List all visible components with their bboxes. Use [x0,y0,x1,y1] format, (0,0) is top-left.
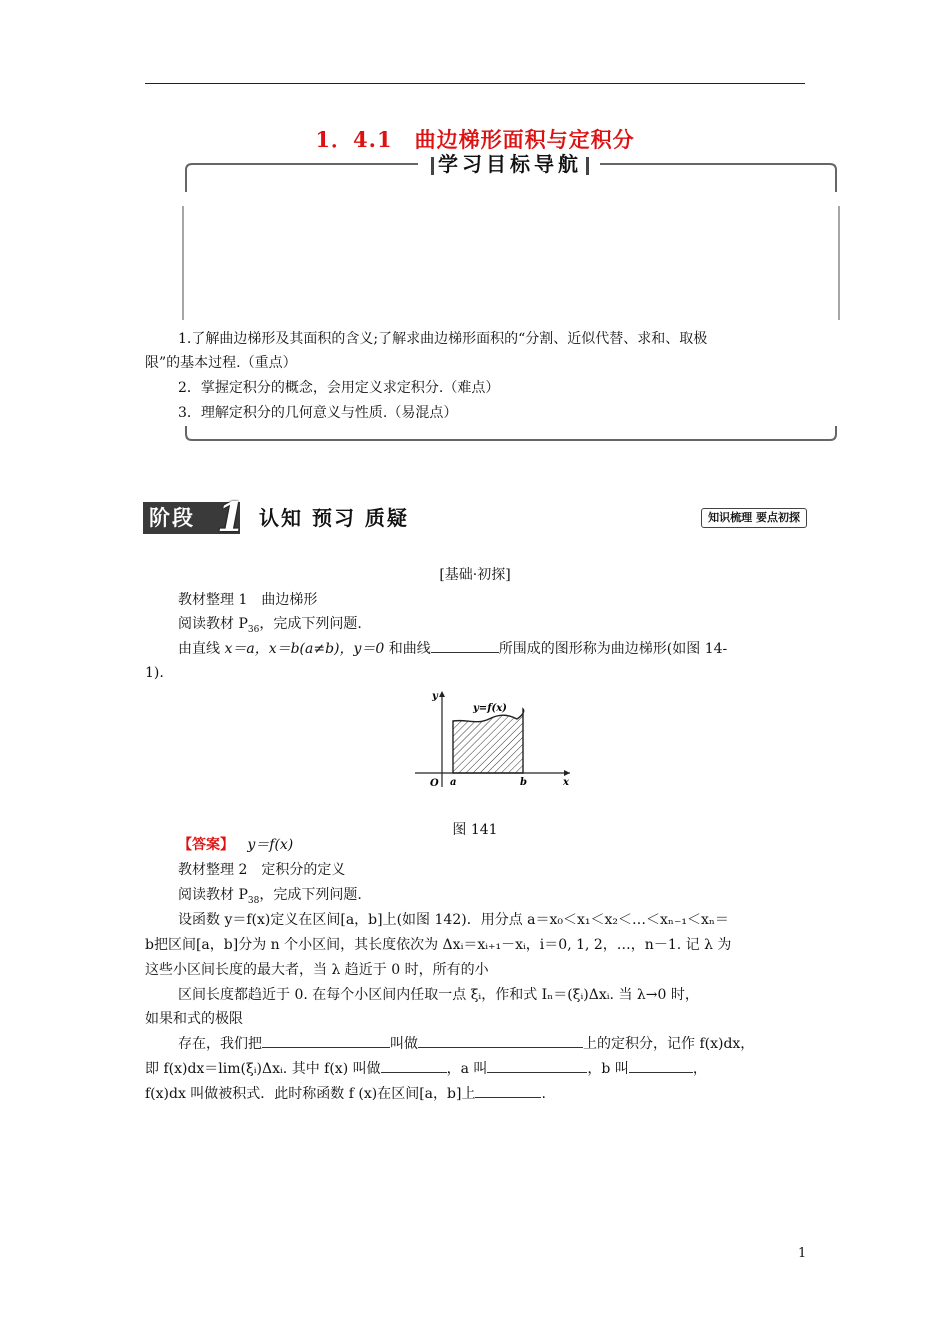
blank-integrand[interactable] [381,1058,447,1073]
material2-line3: 这些小区间长度的最大者，当 λ 趋近于 0 时，所有的小 [145,962,489,978]
page-number: 1 [798,1246,807,1261]
def-part-e: 1). [145,665,164,681]
stage-number: 1 [217,494,245,541]
line8-a: f(x)dx 叫做被积式．此时称函数 f (x)在区间[a，b]上 [145,1086,476,1102]
blank-upper-limit[interactable] [629,1058,693,1073]
blank-lower-limit[interactable] [487,1058,587,1073]
material2-line1: 设函数 y＝f(x)定义在区间[a，b]上(如图 142)．用分点 a＝x₀＜x₁＜x₂＜…＜xₙ₋₁＜xₙ＝ [178,912,729,928]
answer-value: y＝f(x) [247,837,294,853]
origin-label: O [430,778,439,789]
curve-label: y=f(x) [473,703,507,714]
objective-1b: 限”的基本过程.（重点） [145,355,297,371]
y-label: y [432,691,438,702]
shaded-region [453,709,524,773]
material1-read-tail: ，完成下列问题. [259,616,362,632]
figure-caption: 图 141 [452,822,498,838]
b-label: b [520,777,527,788]
material2-line6 [178,1032,813,1056]
banner-bar-right [586,157,589,175]
line7-a: 即 f(x)dx＝lim(ξᵢ)Δxᵢ. 其中 f(x) 叫做 [145,1061,381,1077]
material2-line8 [145,1082,813,1106]
x-label: x [563,777,569,788]
material2-heading: 教材整理 2 定积分的定义 [178,862,346,878]
def-part-b: x＝a，x＝b(a≠b)，y＝0 [224,641,385,657]
objective-3: 3．理解定积分的几何意义与性质.（易混点） [178,405,458,421]
material2-line4: 区间长度都趋近于 0. 在每个小区间内任取一点 ξᵢ，作和式 Iₙ＝(ξᵢ)Δxᵢ. 当 λ→0 时， [178,987,699,1003]
banner-bar-left [431,157,434,175]
objectives-banner [420,148,600,174]
line7-c: ，b 叫 [587,1061,629,1077]
def-part-a: 由直线 [178,641,225,657]
line7-b: ，a 叫 [446,1061,488,1077]
stage-tag: 知识梳理 要点初探 [701,508,807,528]
line7-d: ， [692,1061,707,1077]
def-part-c: 和曲线 [384,641,431,657]
line8-b: . [541,1086,546,1102]
material1-read-text: 阅读教材 P [178,616,248,632]
def-part-d: 所围成的图形称为曲边梯形(如图 14- [498,641,728,657]
answer-line [178,833,293,857]
line6-b: 叫做 [390,1036,418,1052]
section-head: [基础·初探] [439,567,511,583]
material2-read-tail: ，完成下列问题. [259,887,362,903]
line6-a: 存在，我们把 [178,1036,262,1052]
a-label: a [450,777,457,788]
material2-read-text: 阅读教材 P [178,887,248,903]
material1-def [178,637,818,661]
material2-read-sub: 38 [247,895,260,906]
stage-title: 认知 预习 质疑 [259,506,409,530]
objective-2: 2．掌握定积分的概念，会用定义求定积分.（难点） [178,380,500,396]
page-title: 1．4.1 曲边梯形面积与定积分 [315,127,635,152]
stage-label: 阶段 [143,502,240,534]
blank-sum-limit[interactable] [262,1033,390,1048]
stage-banner [143,494,813,541]
answer-label: 【答案】 [178,837,234,853]
banner-label: 学习目标导航 [438,152,582,176]
line6-c: 上的定积分，记作 f(x)dx， [583,1036,755,1052]
material2-line2: b把区间[a，b]分为 n 个小区间，其长度依次为 Δxᵢ＝xᵢ₊₁－xᵢ，i＝0, 1, 2，…，n－1. 记 λ 为 [145,937,732,953]
material1-heading: 教材整理 1 曲边梯形 [178,592,318,608]
objective-1a: 1.了解曲边梯形及其面积的含义;了解求曲边梯形面积的“分割、近似代替、求和、取极 [178,331,708,347]
blank-function-interval[interactable] [418,1033,583,1048]
figure-curved-trapezoid [405,685,580,795]
header-rule [145,83,805,84]
material2-line7 [145,1057,813,1081]
material1-read-sub: 36 [247,624,260,635]
blank-curve[interactable] [431,638,499,653]
blank-integrable[interactable] [475,1083,541,1098]
material2-line5: 如果和式的极限 [145,1011,243,1027]
